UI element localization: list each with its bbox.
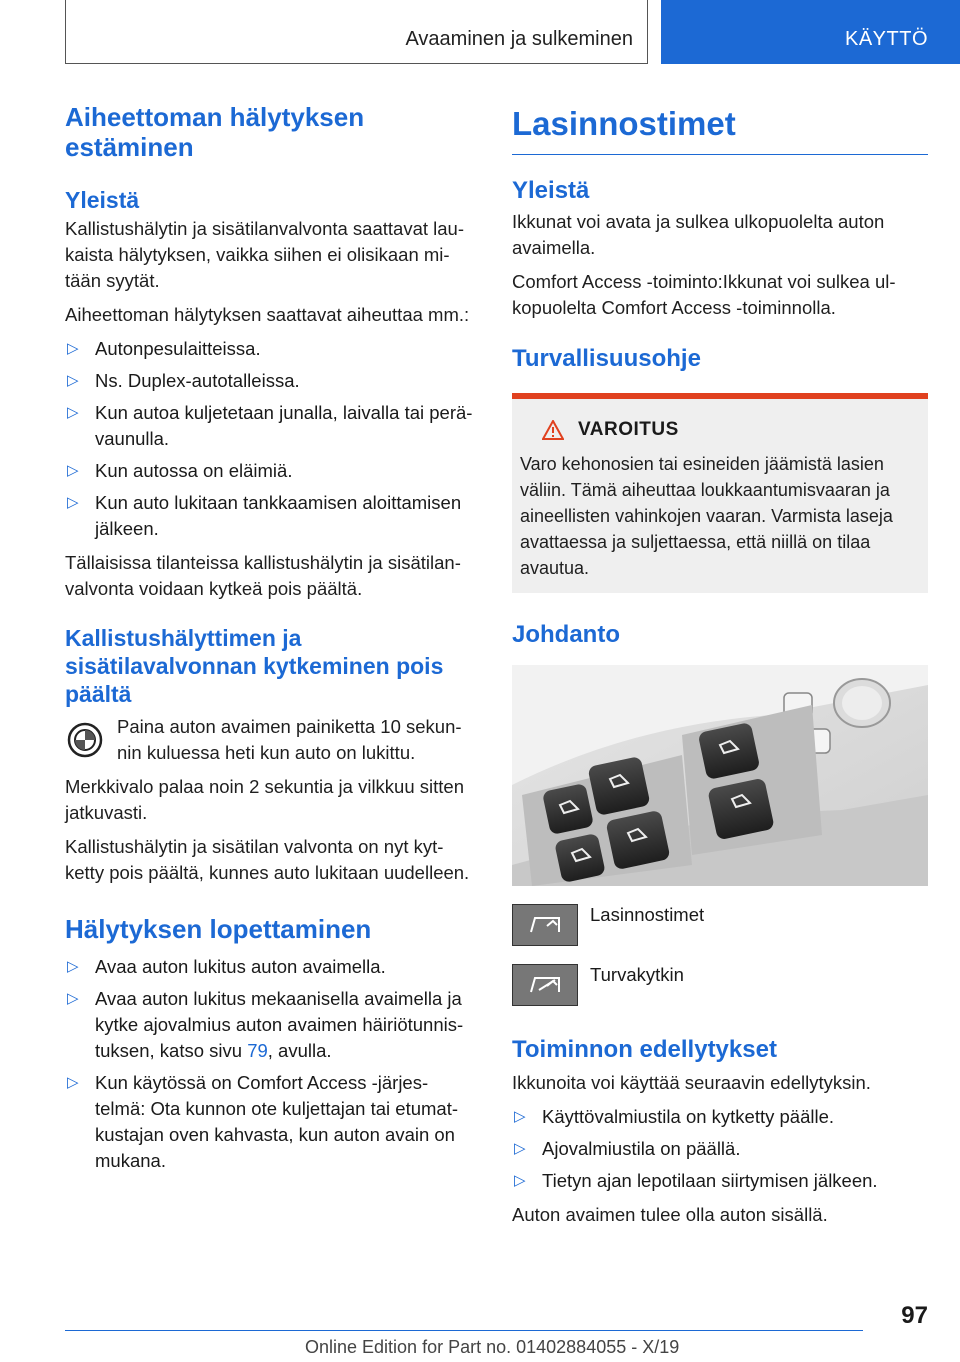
- list-item: ▷ Ajovalmiustila on päällä.: [512, 1136, 928, 1162]
- triangle-bullet-icon: ▷: [67, 372, 79, 389]
- warning-title: VAROITUS: [578, 419, 679, 440]
- triangle-bullet-icon: ▷: [514, 1172, 526, 1189]
- triangle-bullet-icon: ▷: [67, 404, 79, 421]
- list-item: ▷ Avaa auton lukitus mekaanisella avaimella ja kytke ajovalmius auton avaimen häiriötunnis-tuksen, katso sivu 79, avulla.: [67, 988, 464, 1061]
- list-item: ▷ Käyttövalmiustila on kytketty päälle.: [512, 1104, 928, 1130]
- left-general-heading: Yleistä: [65, 187, 140, 213]
- left-general-p1: Kallistushälytin ja sisätilanvalvonta saattavat lau-kaista hälytyksen, vaikka siihen ei olisikaan mi-tään syytät.: [65, 218, 464, 291]
- triangle-bullet-icon: ▷: [514, 1140, 526, 1157]
- conditions-heading: Toiminnon edellytykset: [512, 1036, 777, 1063]
- left-column: [65, 100, 478, 1182]
- triangle-bullet-icon: ▷: [67, 990, 79, 1007]
- conditions-p2: Auton avaimen tulee olla auton sisällä.: [512, 1204, 828, 1225]
- icon-legend-row: [512, 904, 928, 946]
- causes-list: [65, 336, 478, 542]
- footer-divider: [65, 1330, 863, 1331]
- list-item: ▷ Avaa auton lukitus auton avaimella.: [65, 954, 478, 980]
- icon1-label: Lasinnostimet: [590, 904, 705, 925]
- warning-triangle-icon: [542, 420, 564, 440]
- triangle-bullet-icon: ▷: [67, 462, 79, 479]
- car-key-button-icon: [67, 722, 103, 758]
- icon-legend-row: [512, 964, 928, 1006]
- header-section-title: Avaaminen ja sulkeminen: [405, 28, 633, 50]
- triangle-bullet-icon: ▷: [514, 1108, 526, 1125]
- conditions-p1: Ikkunoita voi käyttää seuraavin edellytyksin.: [512, 1072, 871, 1093]
- safety-switch-icon: [512, 964, 578, 1006]
- intro-heading: Johdanto: [512, 621, 620, 648]
- right-general-p1: Ikkunat voi avata ja sulkea ulkopuolelta auton avaimella.: [512, 211, 885, 258]
- conditions-list: [512, 1104, 928, 1194]
- disable-heading: Kallistushälyttimen ja sisätilavalvonnan kytkeminen pois päältä: [65, 625, 444, 707]
- key-instruction: [65, 714, 478, 766]
- header-chapter-tab[interactable]: [661, 0, 960, 64]
- list-item: ▷ Kun autoa kuljetetaan junalla, laivalla tai perä-vaunulla.: [67, 402, 473, 449]
- list-item: ▷ Kun auto lukitaan tankkaamisen aloittamisen jälkeen.: [67, 492, 462, 539]
- page-number: 97: [901, 1302, 928, 1329]
- left-title: Aiheettoman hälytyksen estäminen: [65, 102, 365, 162]
- stop-list: [65, 954, 478, 1174]
- right-column: [512, 100, 928, 1236]
- list-item: ▷ Tietyn ajan lepotilaan siirtymisen jälkeen.: [512, 1168, 928, 1194]
- stop-heading: Hälytyksen lopettaminen: [65, 914, 372, 944]
- warning-text: Varo kehonosien tai esineiden jäämistä lasien väliin. Tämä aiheuttaa loukkaantumisvaaran ja aineellisten vahinkojen vaaran. Varmista laseja avattaessa ja suljettaessa, että niillä on tilaa avautua.: [520, 454, 893, 578]
- list-item: ▷ Kun käytössä on Comfort Access -järjes-telmä: Ota kunnon ote kuljettajan tai etumat-kustajan oven kahvasta, kun auton avain on mukana.: [67, 1072, 459, 1171]
- icon2-label: Turvakytkin: [590, 964, 684, 985]
- list-item: ▷ Autonpesulaitteissa.: [65, 336, 478, 362]
- disable-p1: Merkkivalo palaa noin 2 sekuntia ja vilkkuu sitten jatkuvasti.: [65, 776, 464, 823]
- window-switch-photo: [512, 665, 928, 886]
- header-chapter-title: KÄYTTÖ: [844, 28, 928, 50]
- triangle-bullet-icon: ▷: [67, 958, 79, 975]
- right-general-p2: Comfort Access -toiminto:Ikkunat voi sulkea ul-kopuolelta Comfort Access -toiminnolla.: [512, 271, 896, 318]
- left-general-p2: Aiheettoman hälytyksen saattavat aiheuttaa mm.:: [65, 304, 470, 325]
- disable-key-text: Paina auton avaimen painiketta 10 sekun-nin kuluessa heti kun auto on lukittu.: [117, 716, 462, 763]
- footer-edition: Online Edition for Part no. 01402884055 - X/19: [305, 1337, 680, 1357]
- page-link[interactable]: 79: [247, 1040, 268, 1061]
- triangle-bullet-icon: ▷: [67, 494, 79, 511]
- triangle-bullet-icon: ▷: [67, 340, 79, 357]
- window-lifter-icon: [512, 904, 578, 946]
- header-section-box: [65, 0, 648, 64]
- triangle-bullet-icon: ▷: [67, 1074, 79, 1091]
- left-general-p3: Tällaisissa tilanteissa kallistushälytin ja sisätilan-valvonta voidaan kytkeä pois päältä.: [65, 552, 461, 599]
- disable-p2: Kallistushälytin ja sisätilan valvonta on nyt kyt-ketty pois päältä, kunnes auto lukitaan uudelleen.: [65, 836, 470, 883]
- list-item: ▷ Kun autossa on eläimiä.: [65, 458, 478, 484]
- right-general-heading: Yleistä: [512, 177, 590, 204]
- warning-box: [512, 393, 928, 593]
- warning-title-row: [520, 419, 920, 441]
- list-item: ▷ Ns. Duplex-autotalleissa.: [65, 368, 478, 394]
- safety-heading: Turvallisuusohje: [512, 345, 701, 372]
- right-title: Lasinnostimet: [512, 102, 928, 155]
